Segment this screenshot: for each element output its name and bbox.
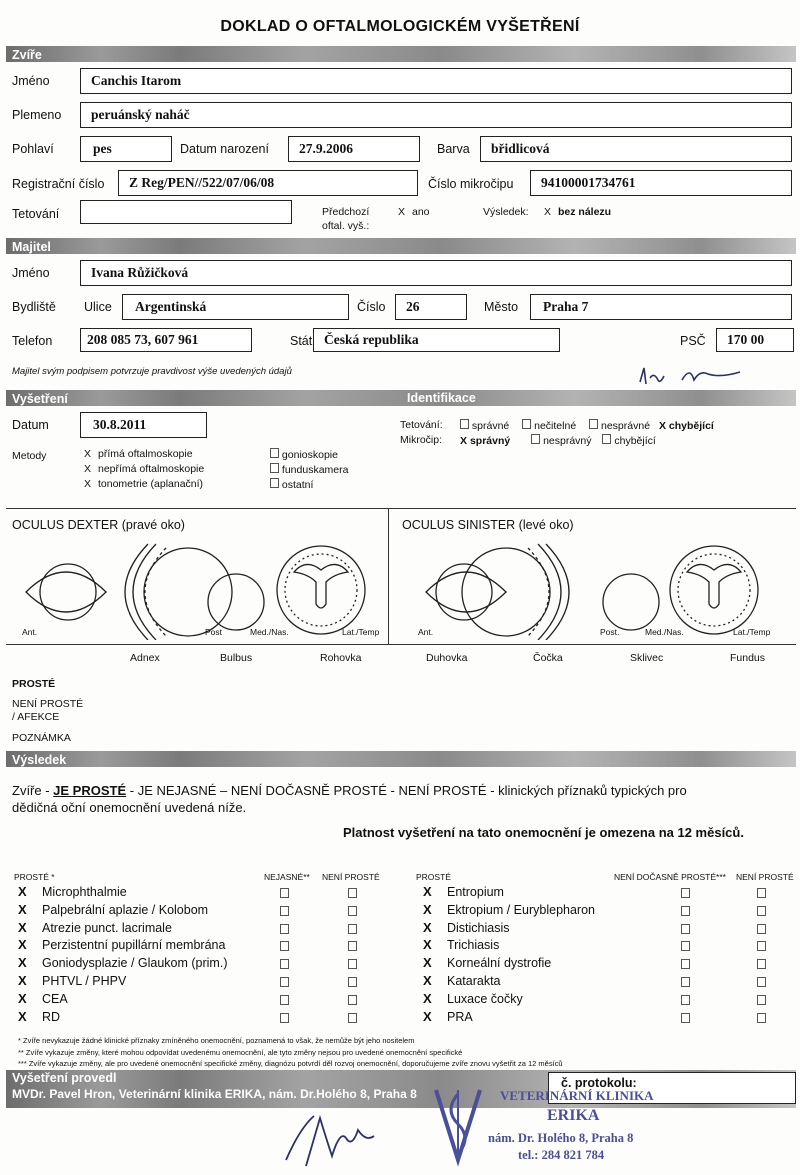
- option-label: nesprávný: [543, 435, 592, 447]
- majitel-jmeno-field[interactable]: [80, 260, 792, 286]
- metoda-item[interactable]: [84, 478, 204, 493]
- disease-mark: X: [423, 1008, 432, 1024]
- stamp-line3: nám. Dr. Holého 8, Praha 8: [488, 1131, 634, 1145]
- metoda-item[interactable]: [270, 463, 348, 478]
- owner-signature: [630, 360, 750, 390]
- option-label: správné: [471, 420, 510, 432]
- neni-proste-checkbox[interactable]: [348, 924, 357, 934]
- metoda-mark: X: [84, 478, 92, 490]
- neni-proste-checkbox[interactable]: [348, 977, 357, 987]
- nejasne-checkbox[interactable]: [280, 959, 289, 969]
- right-header-neni: NENÍ PROSTÉ: [736, 872, 794, 882]
- disease-row[interactable]: [423, 902, 795, 920]
- ident-mikrocip-label: Mikročip:: [400, 434, 443, 446]
- docasne-checkbox[interactable]: [681, 1013, 690, 1023]
- pohlavi-field[interactable]: [80, 136, 172, 162]
- mesto-value: Praha 7: [543, 299, 589, 314]
- disease-row[interactable]: [18, 902, 388, 920]
- predchozi-value: ano: [412, 206, 430, 218]
- disease-label: Entropium: [447, 885, 504, 899]
- disease-row[interactable]: [423, 973, 795, 991]
- metoda-label: gonioskopie: [281, 449, 338, 461]
- predchozi-label: Předchozí: [322, 206, 370, 218]
- platnost-text: Platnost vyšetření na tato onemocnění je omezena na 12 měsíců.: [343, 825, 744, 840]
- vysledek-rest: - JE NEJASNÉ – NENÍ DOČASNĚ PROSTÉ - NENÍ PROSTÉ - klinických příznaků typických pro: [126, 783, 687, 798]
- ident-option[interactable]: [531, 435, 591, 447]
- metoda-item[interactable]: [84, 448, 204, 463]
- od-ant-label: Ant.: [22, 627, 38, 637]
- datum-narozeni-label: Datum narození: [180, 142, 269, 156]
- checkbox-icon: [270, 478, 279, 488]
- ident-mikrocip-options: [460, 434, 656, 447]
- datum-narozeni-value: 27.9.2006: [299, 141, 353, 156]
- checkbox-icon: [602, 434, 611, 444]
- neni-proste-checkbox[interactable]: [757, 959, 766, 969]
- left-header-neni: NENÍ PROSTÉ: [322, 872, 380, 882]
- metoda-label: ostatní: [281, 479, 314, 491]
- disease-label: Katarakta: [447, 973, 501, 988]
- footnote-1: * Zvíře nevykazuje žádné klinické příznaky zmíněného onemocnění, poznamená to však, že nemůže být jeho nositelem: [18, 1036, 415, 1045]
- disease-label: PHTVL / PHPV: [42, 973, 127, 988]
- psc-label: PSČ: [680, 334, 706, 348]
- neni-proste-checkbox[interactable]: [348, 941, 357, 951]
- plemeno-value: peruánský naháč: [91, 107, 190, 122]
- row-afekce: / AFEKCE: [12, 711, 60, 723]
- vysledek-prefix: Zvíře -: [12, 783, 54, 798]
- col-sklivec: Sklivec: [630, 652, 664, 664]
- vysledek-value: bez nálezu: [558, 206, 612, 218]
- pohlavi-label: Pohlaví: [12, 142, 54, 156]
- stat-field[interactable]: [313, 328, 560, 352]
- left-header-nejasne: NEJASNÉ**: [264, 872, 310, 882]
- eye-top-rule: [6, 508, 796, 509]
- col-rohovka: Rohovka: [320, 652, 362, 664]
- eye-diagrams: [6, 530, 796, 640]
- metoda-mark: X: [84, 448, 92, 460]
- os-ant-label: Ant.: [418, 627, 434, 637]
- protokol-label: č. protokolu:: [561, 1076, 637, 1090]
- barva-field[interactable]: [480, 136, 792, 162]
- ident-option[interactable]: [460, 420, 509, 432]
- disease-row[interactable]: [18, 884, 388, 902]
- metoda-label: funduskamera: [281, 464, 349, 476]
- stamp-line1: VETERINÁRNÍ KLINIKA: [500, 1088, 654, 1103]
- metody-left-list: [84, 448, 204, 493]
- vysetreni-datum-label: Datum: [12, 418, 49, 432]
- plemeno-label: Plemeno: [12, 108, 62, 122]
- docasne-checkbox[interactable]: [681, 959, 690, 969]
- vysledek-line2: dědičná oční onemocnění uvedená níže.: [12, 800, 247, 815]
- docasne-checkbox[interactable]: [681, 995, 690, 1005]
- disease-label: CEA: [42, 991, 68, 1006]
- ident-option[interactable]: [589, 420, 650, 432]
- metoda-label: přímá oftalmoskopie: [98, 448, 193, 460]
- od-med-nas-label: Med./Nas.: [250, 627, 289, 637]
- oculus-dexter-title: OCULUS DEXTER (pravé oko): [12, 518, 185, 532]
- left-header-proste: PROSTÉ *: [14, 872, 55, 882]
- metoda-label: tonometrie (aplanační): [98, 478, 204, 490]
- majitel-jmeno-label: Jméno: [12, 266, 50, 280]
- checkbox-icon: [270, 463, 279, 473]
- stat-label: Stát: [290, 334, 313, 348]
- registracni-value: Z Reg/PEN//522/07/06/08: [129, 175, 275, 190]
- neni-proste-checkbox[interactable]: [348, 1013, 357, 1023]
- os-med-nas-label: Med./Nas.: [645, 627, 684, 637]
- predchozi-label-2: oftal. vyš.:: [322, 220, 370, 232]
- col-adnex: Adnex: [130, 652, 160, 664]
- psc-field[interactable]: [716, 328, 794, 352]
- disease-mark: X: [18, 972, 27, 988]
- section-majitel-title: Majitel: [12, 240, 51, 254]
- nejasne-checkbox[interactable]: [280, 906, 289, 916]
- disease-label: Luxace čočky: [447, 991, 523, 1006]
- clinic-logo-icon: [428, 1080, 488, 1170]
- option-label: nesprávné: [601, 420, 651, 432]
- docasne-checkbox[interactable]: [681, 906, 690, 916]
- disease-mark: X: [423, 990, 432, 1006]
- footnote-2: ** Zvíře vykazuje změny, které mohou odpovídat uvedenému onemocnění, ale tyto změny nejsou pro uvedené onemocnění specifické: [18, 1048, 463, 1057]
- cislo-label: Číslo: [357, 300, 386, 314]
- section-vysledek-band: [6, 751, 796, 767]
- disease-row[interactable]: [18, 920, 388, 938]
- ulice-field[interactable]: [122, 294, 349, 320]
- zvire-jmeno-field[interactable]: [80, 68, 792, 94]
- left-disease-list: [18, 884, 388, 1026]
- neni-proste-checkbox[interactable]: [757, 888, 766, 898]
- vysledek-label: Výsledek:: [483, 206, 529, 218]
- disease-row[interactable]: [423, 955, 795, 973]
- document-title: DOKLAD O OFTALMOLOGICKÉM VYŠETŘENÍ: [220, 18, 580, 35]
- telefon-field[interactable]: [80, 328, 252, 352]
- nejasne-checkbox[interactable]: [280, 1013, 289, 1023]
- neni-proste-checkbox[interactable]: [757, 995, 766, 1005]
- docasne-checkbox[interactable]: [681, 888, 690, 898]
- option-label: nečitelné: [534, 420, 577, 432]
- tetovani-field[interactable]: [80, 200, 292, 224]
- neni-proste-checkbox[interactable]: [757, 924, 766, 934]
- right-disease-list: [423, 884, 795, 1026]
- disease-label: Korneální dystrofie: [447, 956, 552, 971]
- option-label: chybějící: [614, 435, 656, 447]
- doctor-signature: [280, 1108, 380, 1170]
- oculus-sinister-title: OCULUS SINISTER (levé oko): [402, 518, 574, 532]
- psc-value: 170 00: [727, 332, 765, 347]
- od-lat-temp-label: Lat./Temp: [342, 627, 380, 637]
- metoda-item[interactable]: [270, 448, 348, 463]
- vysledek-mark: X: [544, 206, 552, 218]
- registracni-field[interactable]: [118, 170, 418, 196]
- col-bulbus: Bulbus: [220, 652, 253, 664]
- disease-mark: X: [18, 901, 27, 917]
- row-poznamka: POZNÁMKA: [12, 732, 71, 744]
- disease-row[interactable]: [18, 937, 388, 955]
- disease-row[interactable]: [423, 884, 795, 902]
- plemeno-field[interactable]: [80, 102, 792, 128]
- disease-row[interactable]: [423, 1009, 795, 1027]
- checkbox-icon: [531, 434, 540, 444]
- os-lat-temp-label: Lat./Temp: [733, 627, 771, 637]
- disease-mark: X: [18, 990, 27, 1006]
- disease-mark: X: [423, 919, 432, 935]
- col-cocka: Čočka: [533, 652, 563, 664]
- cislo-value: 26: [406, 299, 420, 314]
- disease-mark: X: [18, 955, 27, 971]
- neni-proste-checkbox[interactable]: [348, 959, 357, 969]
- disease-mark: X: [18, 1008, 27, 1024]
- majitel-jmeno-value: Ivana Růžičková: [91, 265, 189, 280]
- vysledek-line1: [12, 783, 687, 798]
- vysetreni-datum-field[interactable]: [80, 412, 207, 438]
- disease-mark: X: [423, 901, 432, 917]
- neni-proste-checkbox[interactable]: [757, 906, 766, 916]
- disease-mark: X: [423, 972, 432, 988]
- metoda-label: nepřímá oftalmoskopie: [98, 463, 205, 475]
- bydliste-label: Bydliště: [12, 300, 56, 314]
- stat-value: Česká republika: [324, 332, 419, 347]
- registracni-label: Registrační číslo: [12, 177, 105, 191]
- row-proste: PROSTÉ: [12, 678, 56, 690]
- telefon-label: Telefon: [12, 334, 53, 348]
- neni-proste-checkbox[interactable]: [348, 906, 357, 916]
- stamp-line4: tel.: 284 821 784: [518, 1148, 605, 1162]
- disease-mark: X: [18, 937, 27, 953]
- doctor-name: MVDr. Pavel Hron, Veterinární klinika ERIKA, nám. Dr.Holého 8, Praha 8: [12, 1087, 417, 1101]
- zvire-jmeno-value: Canchis Itarom: [91, 73, 182, 88]
- col-duhovka: Duhovka: [426, 652, 468, 664]
- neni-proste-checkbox[interactable]: [348, 888, 357, 898]
- metoda-item[interactable]: [270, 478, 348, 493]
- ident-option[interactable]: [460, 435, 510, 447]
- section-zvire-band: [6, 46, 796, 62]
- docasne-checkbox[interactable]: [681, 941, 690, 951]
- neni-proste-checkbox[interactable]: [757, 977, 766, 987]
- disease-label: Perzistentní pupillární membrána: [42, 938, 226, 953]
- nejasne-checkbox[interactable]: [280, 941, 289, 951]
- metody-label: Metody: [12, 450, 47, 462]
- tetovani-label: Tetování: [12, 207, 60, 221]
- nejasne-checkbox[interactable]: [280, 995, 289, 1005]
- disease-label: Distichiasis: [447, 920, 510, 935]
- zvire-jmeno-label: Jméno: [12, 74, 50, 88]
- mesto-label: Město: [484, 300, 519, 314]
- ulice-value: Argentinská: [135, 299, 207, 314]
- nejasne-checkbox[interactable]: [280, 977, 289, 987]
- ident-option[interactable]: [602, 435, 655, 447]
- section-vysetreni-title: Vyšetření: [12, 392, 68, 406]
- disease-label: Palpebrální aplazie / Kolobom: [42, 902, 209, 917]
- vysledek-selected: JE PROSTÉ: [53, 783, 127, 798]
- right-header-docasne: NENÍ DOČASNĚ PROSTÉ***: [614, 872, 726, 882]
- disease-label: Microphthalmie: [42, 885, 127, 899]
- disease-row[interactable]: [423, 991, 795, 1009]
- nejasne-checkbox[interactable]: [280, 924, 289, 934]
- footnote-3: *** Zvíře vykazuje změny, ale pro uvedené onemocnění specifické změny, diagnózu potvrdí děl rozvoj onemocnění, doporučujeme zvíře znovu vyšetřit za 12 měsíců: [18, 1059, 563, 1068]
- checkbox-icon: [589, 419, 598, 429]
- mikrocip-label: Číslo mikročipu: [428, 177, 514, 191]
- mikrocip-field[interactable]: [530, 170, 792, 196]
- docasne-checkbox[interactable]: [681, 924, 690, 934]
- docasne-checkbox[interactable]: [681, 977, 690, 987]
- option-label: správný: [469, 435, 511, 447]
- barva-label: Barva: [437, 142, 470, 156]
- disease-label: Goniodysplazie / Glaukom (prim.): [42, 956, 228, 971]
- disease-mark: X: [18, 884, 27, 899]
- disease-row[interactable]: [423, 920, 795, 938]
- os-post-label: Post.: [600, 627, 620, 637]
- disease-label: Ektropium / Euryblepharon: [447, 902, 595, 917]
- disease-mark: X: [423, 937, 432, 953]
- mesto-field[interactable]: [530, 294, 792, 320]
- option-mark: X: [460, 435, 468, 447]
- option-label: chybějící: [668, 420, 714, 432]
- pohlavi-value: pes: [93, 141, 112, 156]
- predchozi-mark: X: [398, 206, 406, 218]
- stamp-line2: ERIKA: [547, 1107, 600, 1124]
- neni-proste-checkbox[interactable]: [757, 1013, 766, 1023]
- neni-proste-checkbox[interactable]: [348, 995, 357, 1005]
- neni-proste-checkbox[interactable]: [757, 941, 766, 951]
- disease-row[interactable]: [423, 937, 795, 955]
- right-header-proste: PROSTÉ: [416, 872, 451, 882]
- disease-mark: X: [18, 919, 27, 935]
- disease-label: Trichiasis: [447, 938, 500, 953]
- ident-option[interactable]: [659, 420, 714, 432]
- ident-tetovani-label: Tetování:: [400, 419, 443, 431]
- metoda-mark: X: [84, 463, 92, 475]
- section-majitel-band: [6, 238, 796, 254]
- checkbox-icon: [522, 419, 531, 429]
- option-mark: X: [658, 420, 666, 432]
- eye-bottom-rule: [6, 644, 796, 645]
- nejasne-checkbox[interactable]: [280, 888, 289, 898]
- disease-mark: X: [423, 955, 432, 971]
- mikrocip-value: 94100001734761: [541, 175, 636, 190]
- disease-row[interactable]: [18, 955, 388, 973]
- telefon-value: 208 085 73, 607 961: [87, 332, 199, 347]
- section-zvire-title: Zvíře: [12, 48, 42, 62]
- checkbox-icon: [460, 419, 469, 429]
- col-fundus: Fundus: [730, 652, 766, 664]
- disease-label: RD: [42, 1009, 61, 1024]
- vysetreni-datum-value: 30.8.2011: [93, 417, 147, 432]
- barva-value: břidlicová: [491, 141, 550, 156]
- disease-row[interactable]: [18, 991, 388, 1009]
- row-neni-proste: NENÍ PROSTÉ: [12, 698, 84, 710]
- disease-row[interactable]: [18, 1009, 388, 1027]
- ident-tetovani-options: [460, 419, 714, 432]
- majitel-note: Majitel svým podpisem potvrzuje pravdivost výše uvedených údajů: [12, 366, 292, 377]
- metody-right-list: [270, 448, 348, 493]
- checkbox-icon: [270, 448, 279, 458]
- section-vysetreni-band: [6, 390, 796, 406]
- ulice-label: Ulice: [84, 300, 112, 314]
- metoda-item[interactable]: [84, 463, 204, 478]
- section-vysledek-title: Výsledek: [12, 753, 67, 767]
- section-provedl-title: Vyšetření provedl: [12, 1071, 117, 1085]
- od-post-label: Post: [205, 627, 223, 637]
- cislo-field[interactable]: [395, 294, 467, 320]
- ident-option[interactable]: [522, 420, 576, 432]
- disease-mark: X: [423, 884, 432, 899]
- section-identifikace-title: Identifikace: [407, 391, 476, 405]
- disease-row[interactable]: [18, 973, 388, 991]
- disease-label: PRA: [447, 1009, 473, 1024]
- datum-narozeni-field[interactable]: [288, 136, 420, 162]
- disease-label: Atrezie punct. lacrimale: [42, 920, 172, 935]
